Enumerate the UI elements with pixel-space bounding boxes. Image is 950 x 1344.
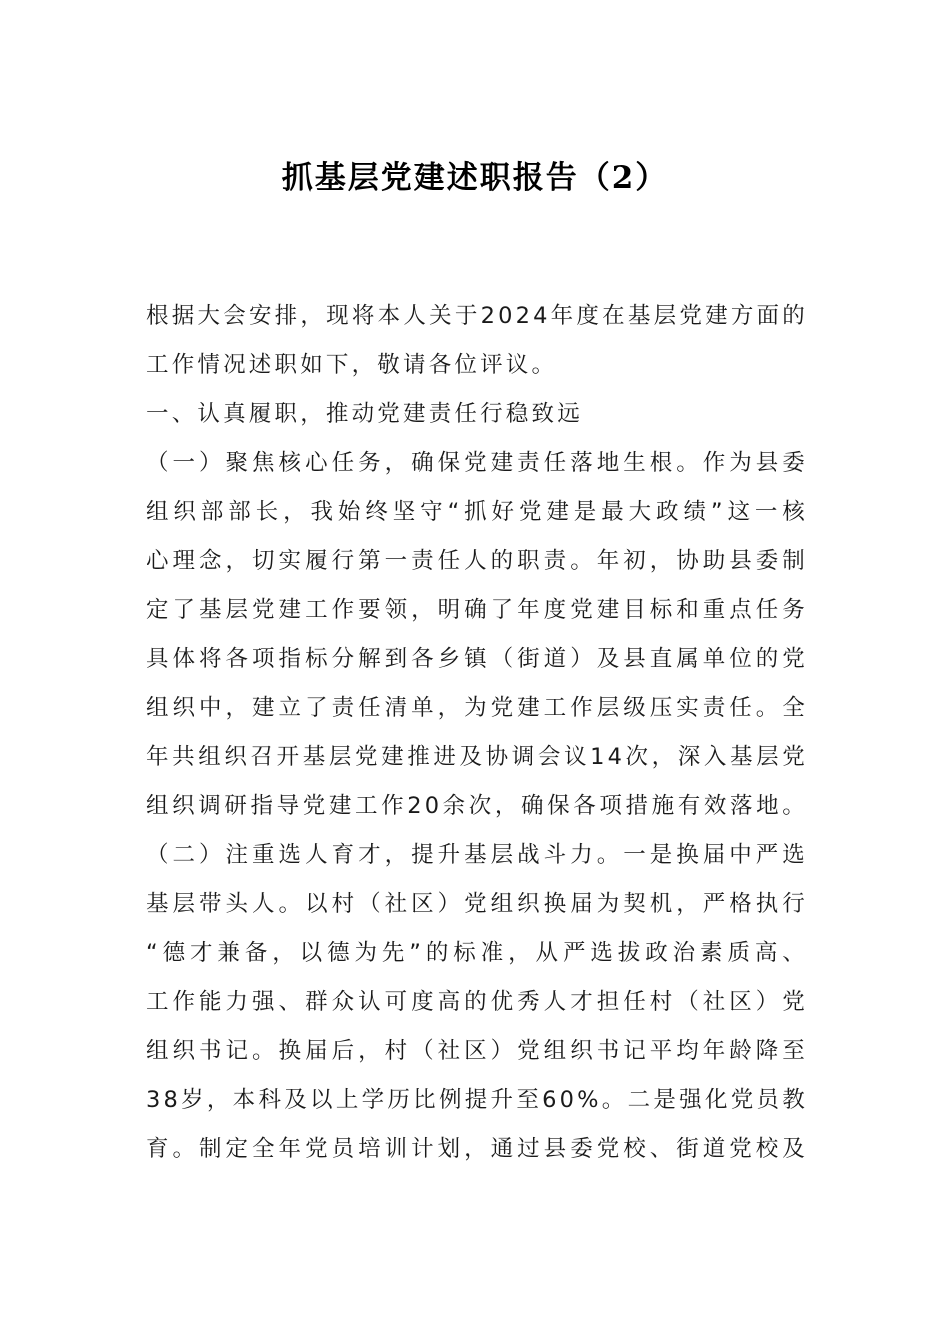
body-line: “德才兼备，以德为先”的标准，从严选拔政治素质高、 (146, 940, 808, 966)
section-heading: 一、认真履职，推动党建责任行稳致远 (146, 401, 583, 427)
document-body (146, 292, 808, 1174)
document-title: 抓基层党建述职报告（2） (281, 160, 669, 196)
body-line: 育。制定全年党员培训计划，通过县委党校、街道党校及 (146, 1136, 808, 1162)
body-line: 工作能力强、群众认可度高的优秀人才担任村（社区）党 (146, 989, 808, 1015)
body-line: 定了基层党建工作要领，明确了年度党建目标和重点任务 (146, 597, 808, 623)
body-line: 心理念，切实履行第一责任人的职责。年初，协助县委制 (146, 548, 808, 574)
body-line: 根据大会安排，现将本人关于2024年度在基层党建方面的 (146, 303, 808, 329)
body-line: 具体将各项指标分解到各乡镇（街道）及县直属单位的党 (146, 646, 808, 672)
body-line: 组织调研指导党建工作20余次，确保各项措施有效落地。 (146, 793, 808, 819)
body-line: 38岁，本科及以上学历比例提升至60%。二是强化党员教 (146, 1087, 808, 1113)
body-line: 基层带头人。以村（社区）党组织换届为契机，严格执行 (146, 891, 808, 917)
body-line: （二）注重选人育才，提升基层战斗力。一是换届中严选 (146, 842, 808, 868)
body-line: 工作情况述职如下，敬请各位评议。 (146, 352, 558, 378)
body-line: 组织书记。换届后，村（社区）党组织书记平均年龄降至 (146, 1038, 808, 1064)
body-line: （一）聚焦核心任务，确保党建责任落地生根。作为县委 (146, 450, 808, 476)
body-line: 组织部部长，我始终坚守“抓好党建是最大政绩”这一核 (146, 499, 808, 525)
body-line: 组织中，建立了责任清单，为党建工作层级压实责任。全 (146, 695, 808, 721)
body-line: 年共组织召开基层党建推进及协调会议14次，深入基层党 (146, 744, 808, 770)
